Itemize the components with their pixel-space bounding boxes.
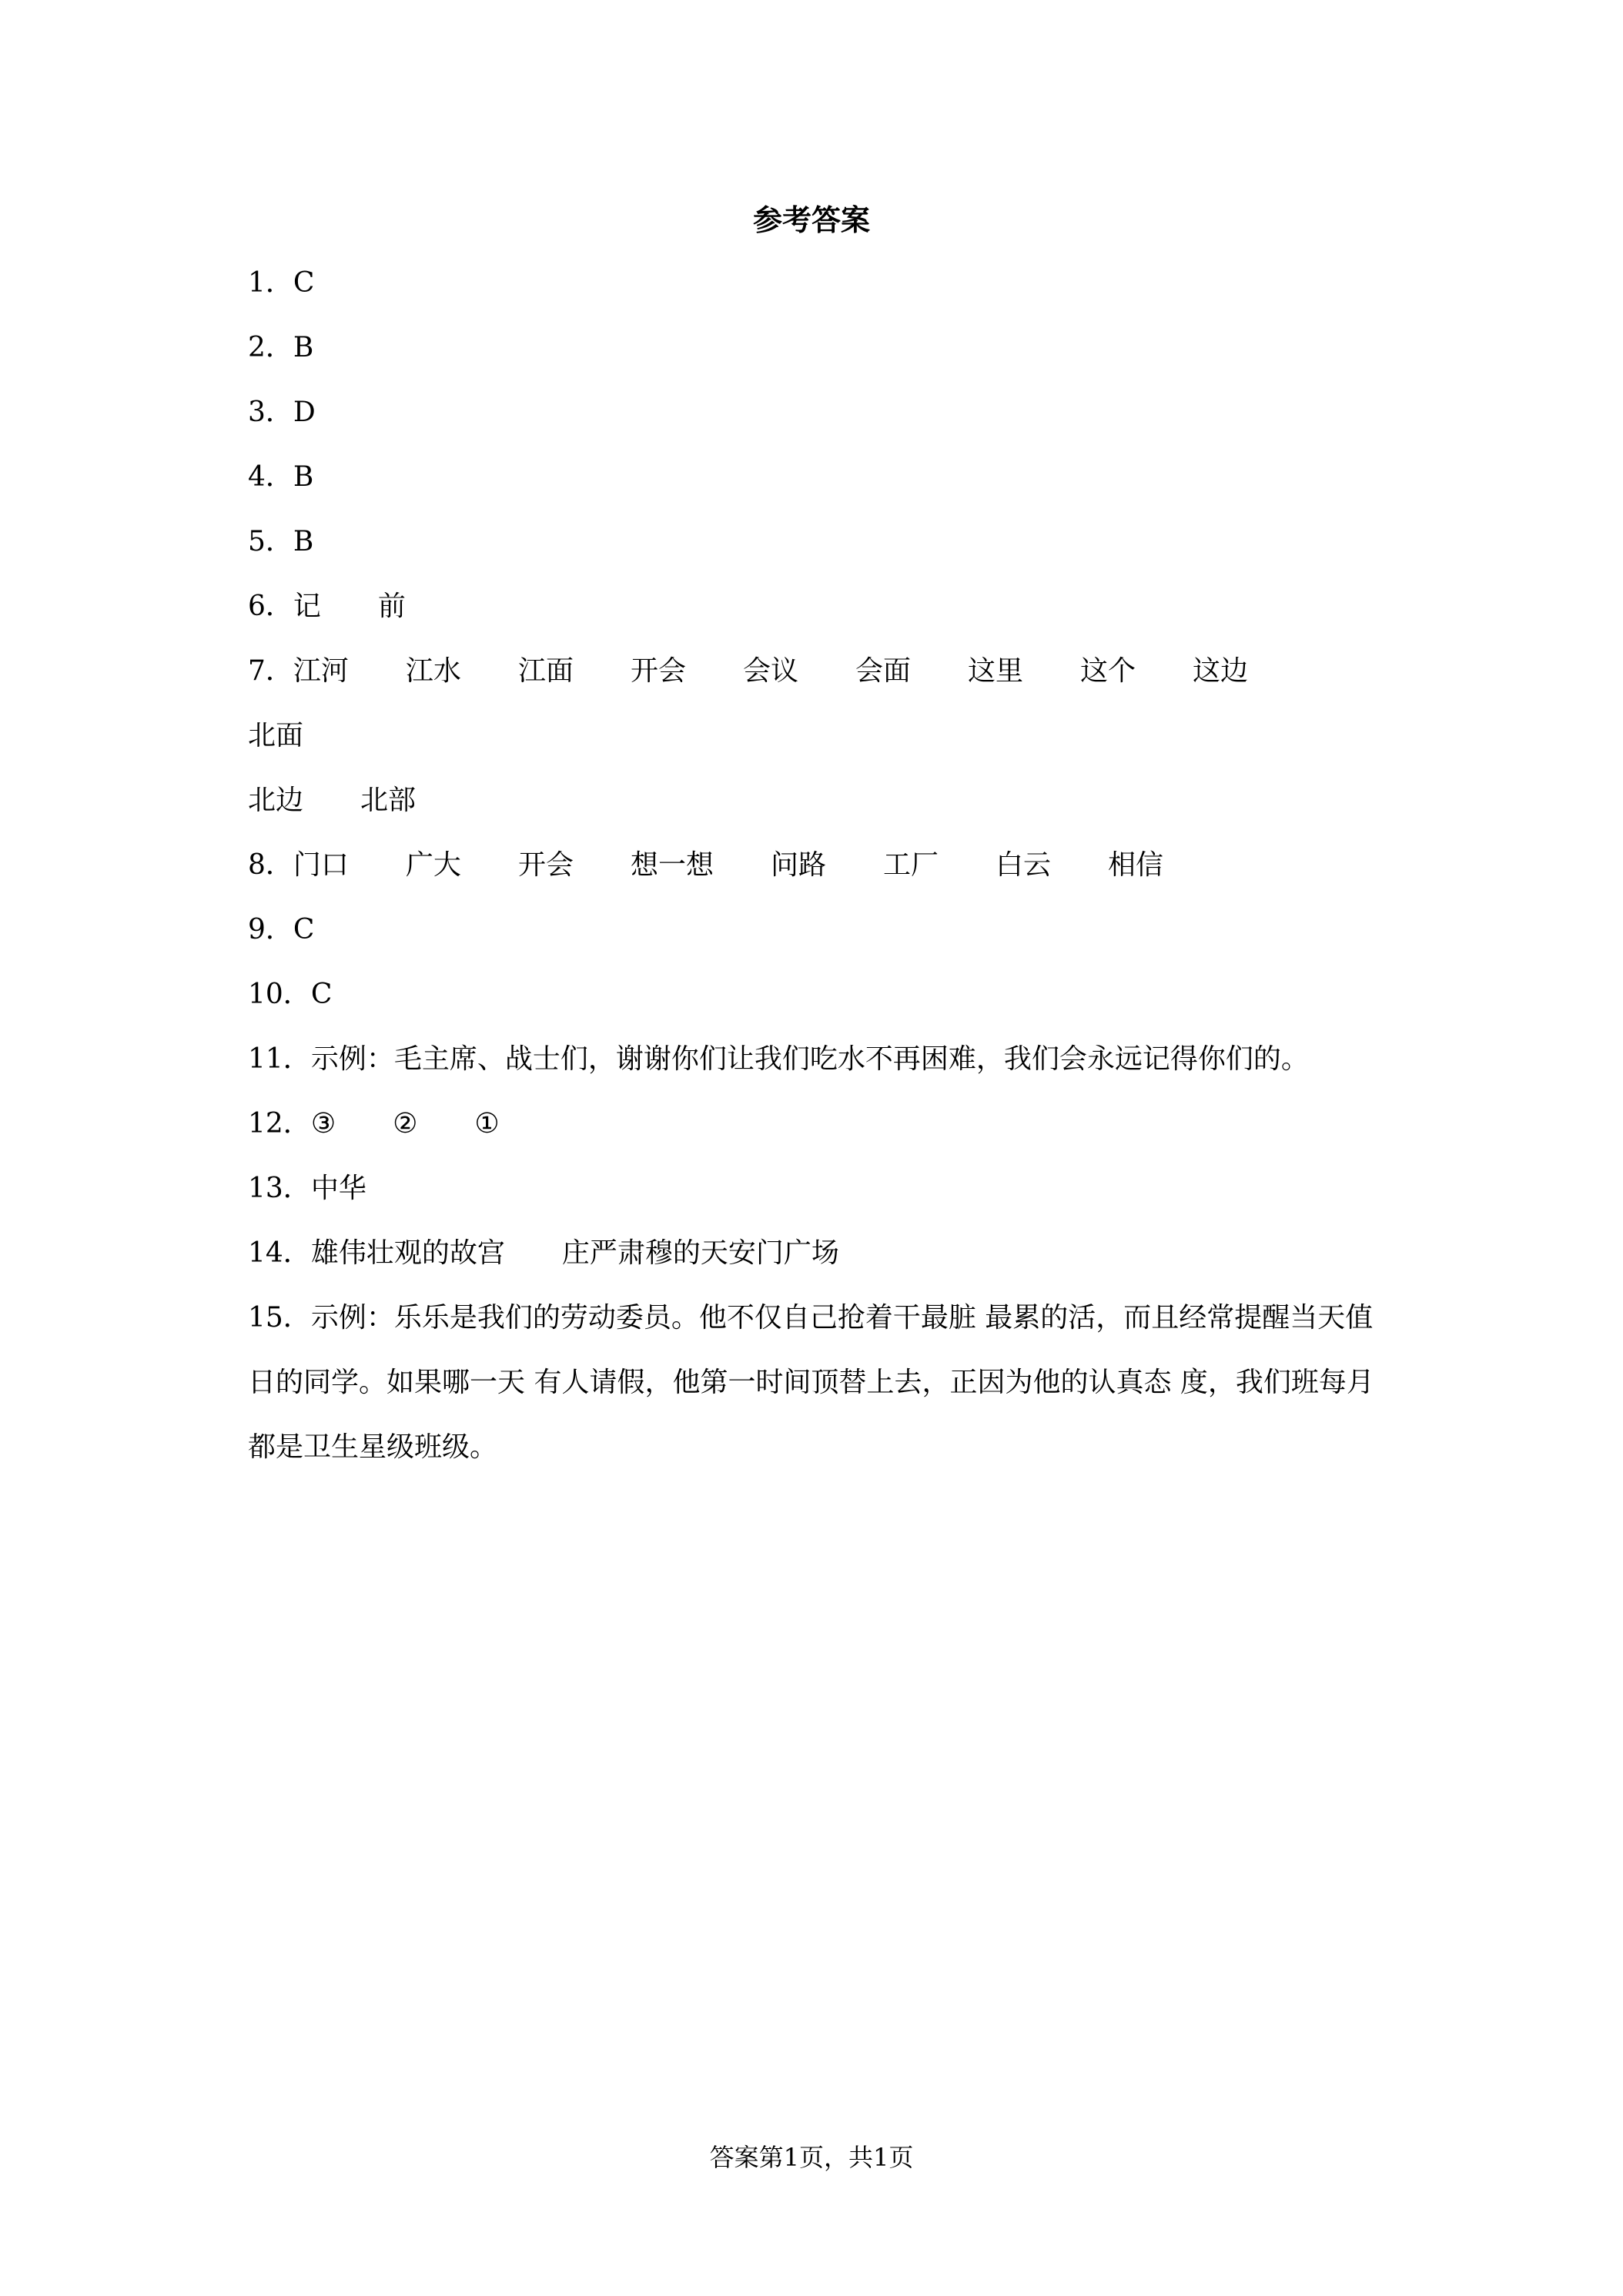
answer-text: 江水 — [405, 655, 461, 687]
answer-item-7 — [248, 639, 1387, 833]
answer-item-12 — [248, 1092, 1387, 1156]
answer-text: 江面 — [517, 655, 574, 687]
answer-number: 4． — [248, 461, 293, 493]
answer-text: 相信 — [1108, 849, 1164, 881]
answer-text: C — [310, 979, 333, 1010]
answer-text: 中华 — [310, 1173, 366, 1204]
answer-text: 白云 — [996, 849, 1052, 881]
answer-text: 示例：毛主席、战士们，谢谢你们让我们吃水不再困难，我们会永远记得你们的。 — [310, 1043, 1309, 1075]
answer-number: 10． — [248, 979, 311, 1010]
answer-text: ② — [393, 1108, 418, 1140]
answer-text: 雄伟壮观的故宫 — [310, 1237, 505, 1269]
answer-item-13 — [248, 1156, 1387, 1221]
answer-item-15 — [248, 1286, 1387, 1480]
page-title: 参考答案 — [752, 202, 870, 237]
answer-item-14 — [248, 1221, 1387, 1286]
answer-text: B — [293, 526, 314, 557]
answer-item-4 — [248, 445, 1387, 510]
answer-number: 12． — [248, 1108, 311, 1140]
answer-text: C — [293, 267, 315, 299]
answer-text: B — [293, 461, 314, 493]
answer-number: 3． — [248, 397, 293, 428]
answer-text: D — [293, 397, 316, 428]
answer-number: 11． — [248, 1043, 311, 1075]
answer-text: 北面 — [248, 720, 304, 751]
answer-item-2 — [248, 316, 1387, 380]
answer-text: 问路 — [770, 849, 826, 881]
answer-text: 前 — [377, 591, 406, 622]
answer-text: C — [293, 914, 315, 946]
answer-text: 门口 — [293, 849, 349, 881]
answer-number: 13． — [248, 1173, 311, 1204]
answer-text: ③ — [310, 1108, 336, 1140]
answer-text: 庄严肃穆的天安门广场 — [561, 1237, 839, 1269]
answer-text: 广大 — [405, 849, 461, 881]
answer-text: 开会 — [630, 655, 686, 687]
answer-item-11 — [248, 1027, 1387, 1092]
answer-text: 会议 — [742, 655, 798, 687]
answer-text: 江河 — [293, 655, 349, 687]
answer-text: 想一想 — [630, 849, 714, 881]
answer-number: 2． — [248, 332, 293, 363]
answer-text: 这里 — [968, 655, 1024, 687]
answer-number: 15． — [248, 1302, 311, 1334]
answer-text: 示例：乐乐是我们的劳动委员。他不仅自己抢着干最脏 最累的活，而且经常提醒当天值日的同学。如果哪一天 有人请假，他第一时间顶替上去，正因为他的认真态 度，我们班每月都是卫生星级班级。 — [248, 1302, 1374, 1463]
answer-item-1 — [248, 251, 1387, 316]
answer-item-3 — [248, 380, 1387, 445]
answer-number: 7． — [248, 655, 293, 687]
answer-text: 工厂 — [882, 849, 939, 881]
answer-number: 8． — [248, 849, 293, 881]
answer-item-5 — [248, 510, 1387, 574]
answer-text: 这边 — [1193, 655, 1249, 687]
answer-number: 5． — [248, 526, 293, 557]
answer-number: 1． — [248, 267, 293, 299]
answer-number: 14． — [248, 1237, 311, 1269]
answer-number: 9． — [248, 914, 293, 946]
answer-text: 开会 — [517, 849, 574, 881]
answer-text: 会面 — [855, 655, 911, 687]
answer-text: ① — [474, 1108, 500, 1140]
answer-text: 北部 — [360, 785, 417, 816]
page-footer: 答案第1页，共1页 — [709, 2143, 914, 2172]
answer-text: B — [293, 332, 314, 363]
answer-text: 这个 — [1080, 655, 1136, 687]
answer-number: 6． — [248, 591, 293, 622]
answer-text: 北边 — [248, 785, 304, 816]
answer-text: 记 — [293, 591, 321, 622]
answer-list — [248, 251, 1387, 1480]
answer-item-10 — [248, 962, 1387, 1027]
answer-item-6 — [248, 574, 1387, 639]
answer-item-9 — [248, 898, 1387, 962]
answer-item-8 — [248, 833, 1387, 898]
